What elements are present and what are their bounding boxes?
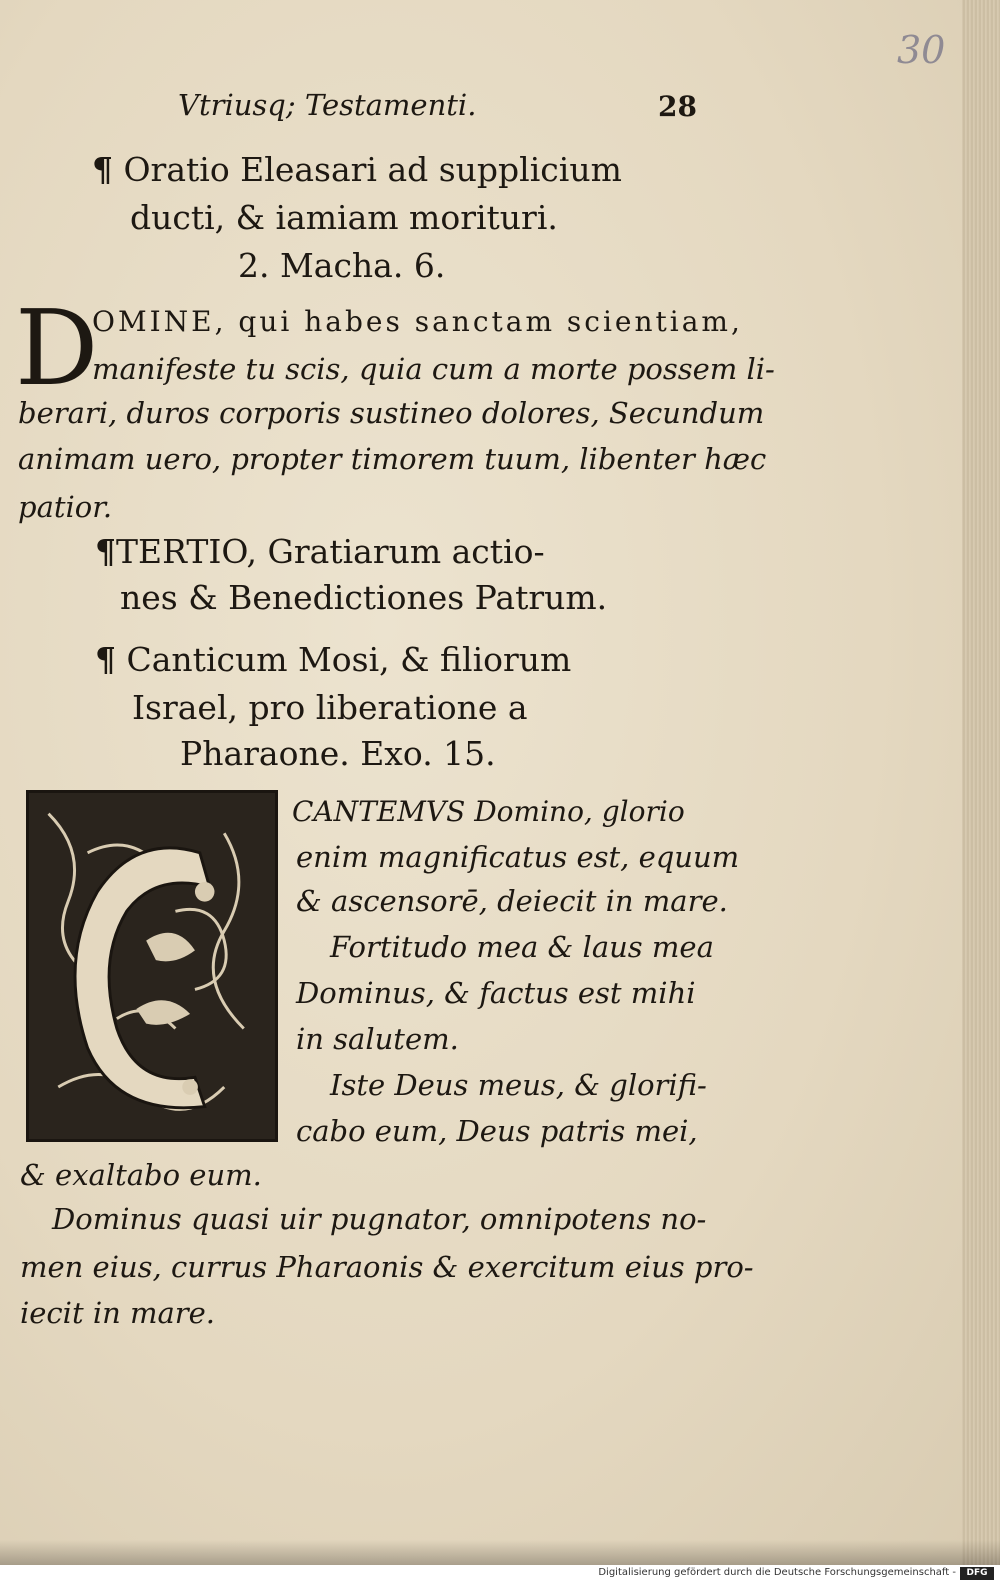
page-number: 28 xyxy=(658,90,697,123)
section3-line-9: & exaltabo eum. xyxy=(20,1158,262,1192)
pilcrow-icon: ¶ xyxy=(95,532,116,571)
section3-heading-line-2: Israel, pro liberatione a xyxy=(132,688,528,727)
section1-line-5: patior. xyxy=(18,490,113,524)
section3-line-5: Dominus, & factus est mihi xyxy=(296,976,696,1010)
section1-line-1: OMINE, qui habes sanctam scientiam, xyxy=(92,305,743,338)
section3-line-10: Dominus quasi uir pugnator, omnipotens no- xyxy=(52,1202,707,1236)
section3-heading-line-1: ¶ Canticum Mosi, & filiorum xyxy=(95,640,572,679)
section3-line-2: enim magnificatus est, equum xyxy=(296,840,740,874)
woodcut-c-icon xyxy=(29,793,275,1139)
section1-line-4: animam uero, propter timorem tuum, libenter hæc xyxy=(18,442,767,476)
section1-heading-line-2: ducti, & iamiam morituri. xyxy=(130,198,558,237)
section2-heading-line-1: ¶TERTIO, Gratiarum actio- xyxy=(95,532,545,571)
section1-line-3: berari, duros corporis sustineo dolores, Secundum xyxy=(18,396,765,430)
pilcrow-icon: ¶ xyxy=(92,150,113,189)
section1-heading-line-1: ¶ Oratio Eleasari ad supplicium xyxy=(92,150,622,189)
section1-heading-line-3: 2. Macha. 6. xyxy=(238,246,446,285)
section3-heading-line-3: Pharaone. Exo. 15. xyxy=(180,734,496,773)
drop-capital-d: D xyxy=(15,287,99,409)
footer-credit: Digitalisierung gefördert durch die Deutsche Forschungsgemeinschaft - xyxy=(598,1567,956,1578)
section3-line-8: cabo eum, Deus patris mei, xyxy=(296,1114,698,1148)
running-head: Vtriusq; Testamenti. xyxy=(178,88,477,122)
section3-line-7: Iste Deus meus, & glorifi- xyxy=(330,1068,707,1102)
section3-line-6: in salutem. xyxy=(296,1022,459,1056)
page-stack-edges xyxy=(962,0,1000,1565)
section3-line-4: Fortitudo mea & laus mea xyxy=(330,930,714,964)
woodcut-initial-c xyxy=(26,790,278,1142)
section3-line-11: men eius, currus Pharaonis & exercitum eius pro- xyxy=(20,1250,754,1284)
page-shadow xyxy=(0,1540,1000,1565)
dfg-logo: DFG xyxy=(960,1567,994,1580)
pilcrow-icon: ¶ xyxy=(95,640,116,679)
section3-line-1: CANTEMVS Domino, glorio xyxy=(292,795,685,828)
handwritten-folio-number: 30 xyxy=(897,28,946,72)
section3-line-3: & ascensorē, deiecit in mare. xyxy=(296,884,728,918)
section3-line-12: iecit in mare. xyxy=(20,1296,216,1330)
section2-heading-line-2: nes & Benedictiones Patrum. xyxy=(120,578,608,617)
section1-line-2: manifeste tu scis, quia cum a morte possem li- xyxy=(92,352,775,386)
